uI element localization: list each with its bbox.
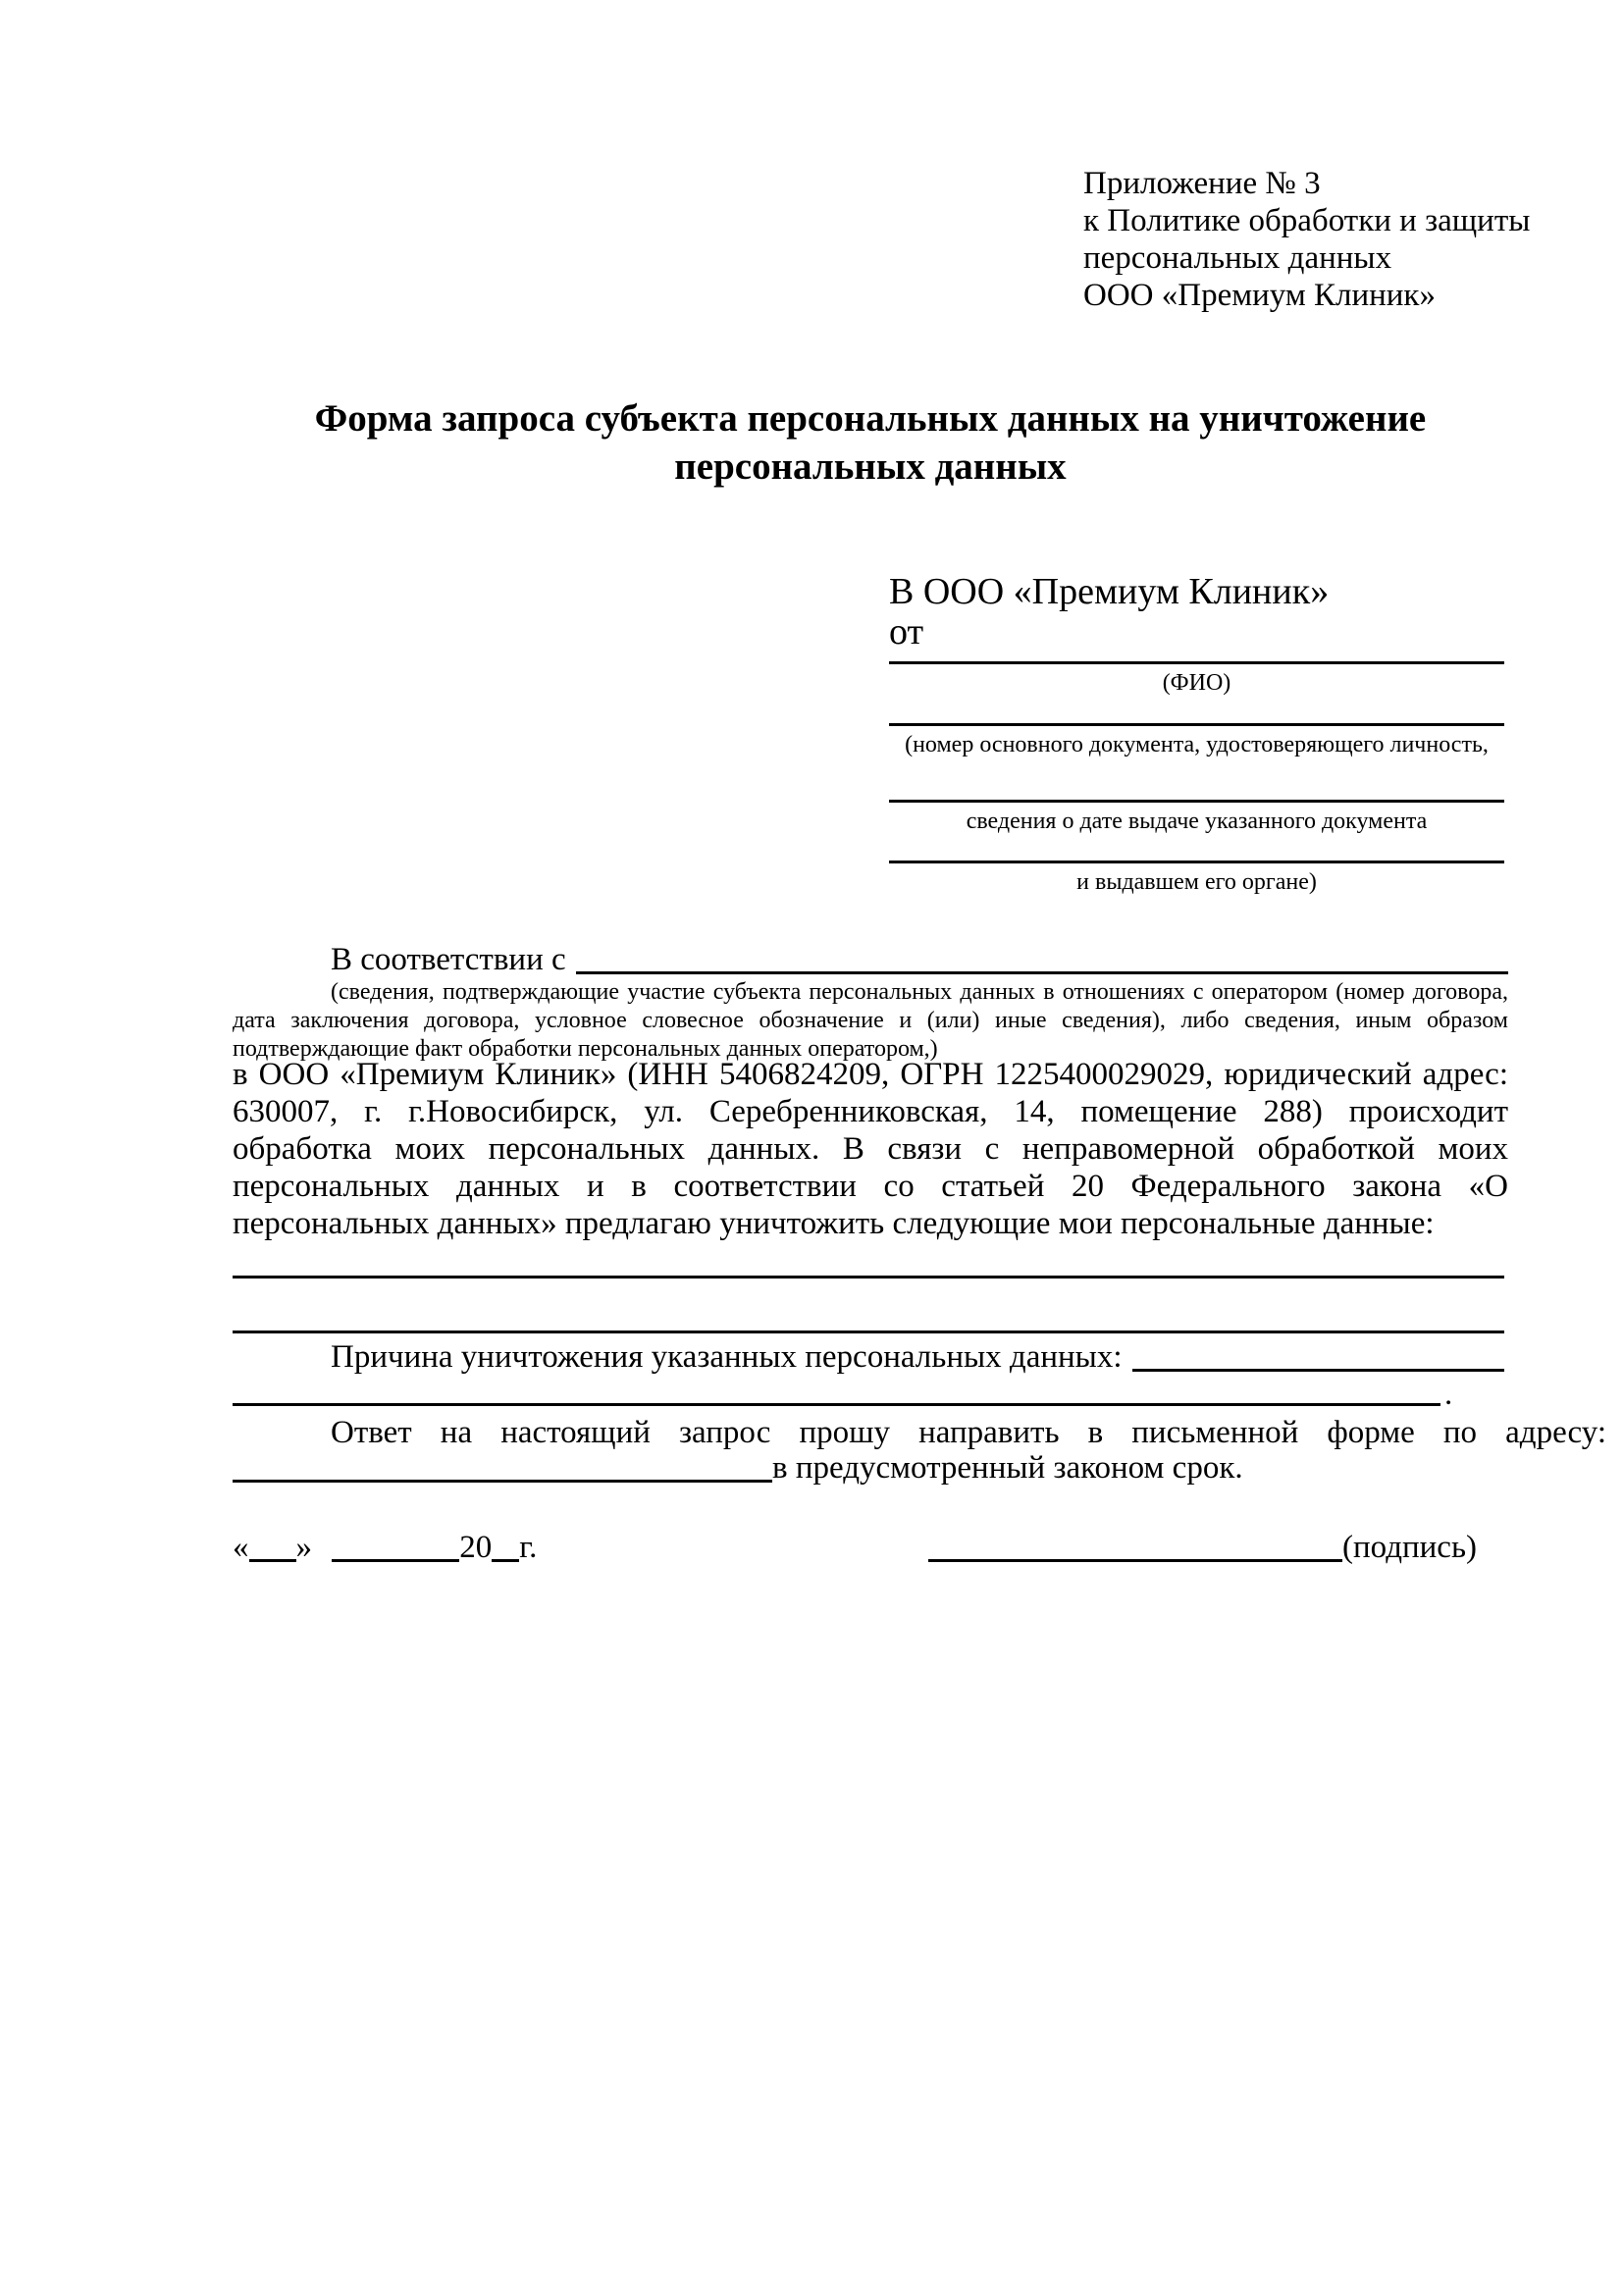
accordance-line xyxy=(331,941,1508,978)
addressee-from: от xyxy=(889,611,924,652)
accordance-prefix: В соответствии с xyxy=(331,942,566,977)
date-line xyxy=(233,1529,537,1566)
fio-fill-line xyxy=(889,661,1504,664)
document-date-label: сведения о дате выдаче указанного документа xyxy=(966,809,1428,834)
fine-print-note: (сведения, подтверждающие участие субъекта персональных данных в отношениях с оператором (номер договора, дата заключения договора, условное словесное обозначение и (или) иные сведения), либо сведения, иным образом подтверждающие факт обработки персональных данных оператором,) xyxy=(233,979,1508,1062)
appendix-block xyxy=(1083,165,1530,314)
appendix-line: персональных данных xyxy=(1083,240,1392,276)
reason-label: Причина уничтожения указанных персональных данных: xyxy=(331,1339,1123,1375)
date-year-blank xyxy=(492,1558,519,1562)
document-number-label: (номер основного документа, удостоверяющего личность, xyxy=(905,732,1489,757)
document-title-line2: персональных данных xyxy=(674,445,1067,488)
appendix-line: к Политике обработки и защиты xyxy=(1083,203,1531,238)
document-title xyxy=(233,394,1508,491)
reason-fill-line-2 xyxy=(233,1403,1440,1406)
response-line: Ответ на настоящий запрос прошу направить в письменной форме по адресу: xyxy=(331,1415,1606,1450)
addressee-to: В ООО «Премиум Клиник» xyxy=(889,571,1330,612)
date-day-blank xyxy=(249,1558,296,1562)
fio-label: (ФИО) xyxy=(1162,670,1231,696)
date-month-blank xyxy=(332,1558,459,1562)
signature-line xyxy=(928,1529,1477,1566)
issuing-authority-label: и выдавшем его органе) xyxy=(1076,869,1317,895)
document-title-line1: Форма запроса субъекта персональных данных на уничтожение xyxy=(314,397,1427,440)
reason-line xyxy=(331,1338,1504,1376)
response-continuation xyxy=(233,1449,1518,1487)
signature-blank xyxy=(928,1558,1342,1562)
date-year-suffix: г. xyxy=(519,1530,538,1565)
document-number-fill-line xyxy=(889,723,1504,726)
appendix-line: ООО «Премиум Клиник» xyxy=(1083,278,1436,313)
appendix-line: Приложение № 3 xyxy=(1083,166,1321,201)
issuing-authority-fill-line xyxy=(889,861,1504,863)
date-year-prefix: 20 xyxy=(459,1530,493,1565)
accordance-blank xyxy=(576,970,1508,974)
main-paragraph: в ООО «Премиум Клиник» (ИНН 5406824209, ОГРН 1225400029029, юридический адрес: 630007, г. г.Новосибирск, ул. Серебренниковская, 14, помещение 288) происходит обработка моих персональных данных. В связи с неправомерной обработкой моих персональных данных и в соответствии со статьей 20 Федерального закона «О персональных данных» предлагаю уничтожить следующие мои персональные данные: xyxy=(233,1057,1508,1241)
response-suffix: в предусмотренный законом срок. xyxy=(772,1450,1243,1486)
personal-data-fill-line-1 xyxy=(233,1276,1504,1278)
reason-line-terminator: . xyxy=(1444,1377,1453,1412)
address-blank xyxy=(233,1479,772,1483)
date-close-quote: » xyxy=(295,1530,312,1565)
personal-data-fill-line-2 xyxy=(233,1331,1504,1333)
date-open-quote: « xyxy=(233,1530,249,1565)
document-date-fill-line xyxy=(889,800,1504,803)
signature-label: (подпись) xyxy=(1342,1530,1477,1565)
reason-blank xyxy=(1132,1368,1504,1372)
